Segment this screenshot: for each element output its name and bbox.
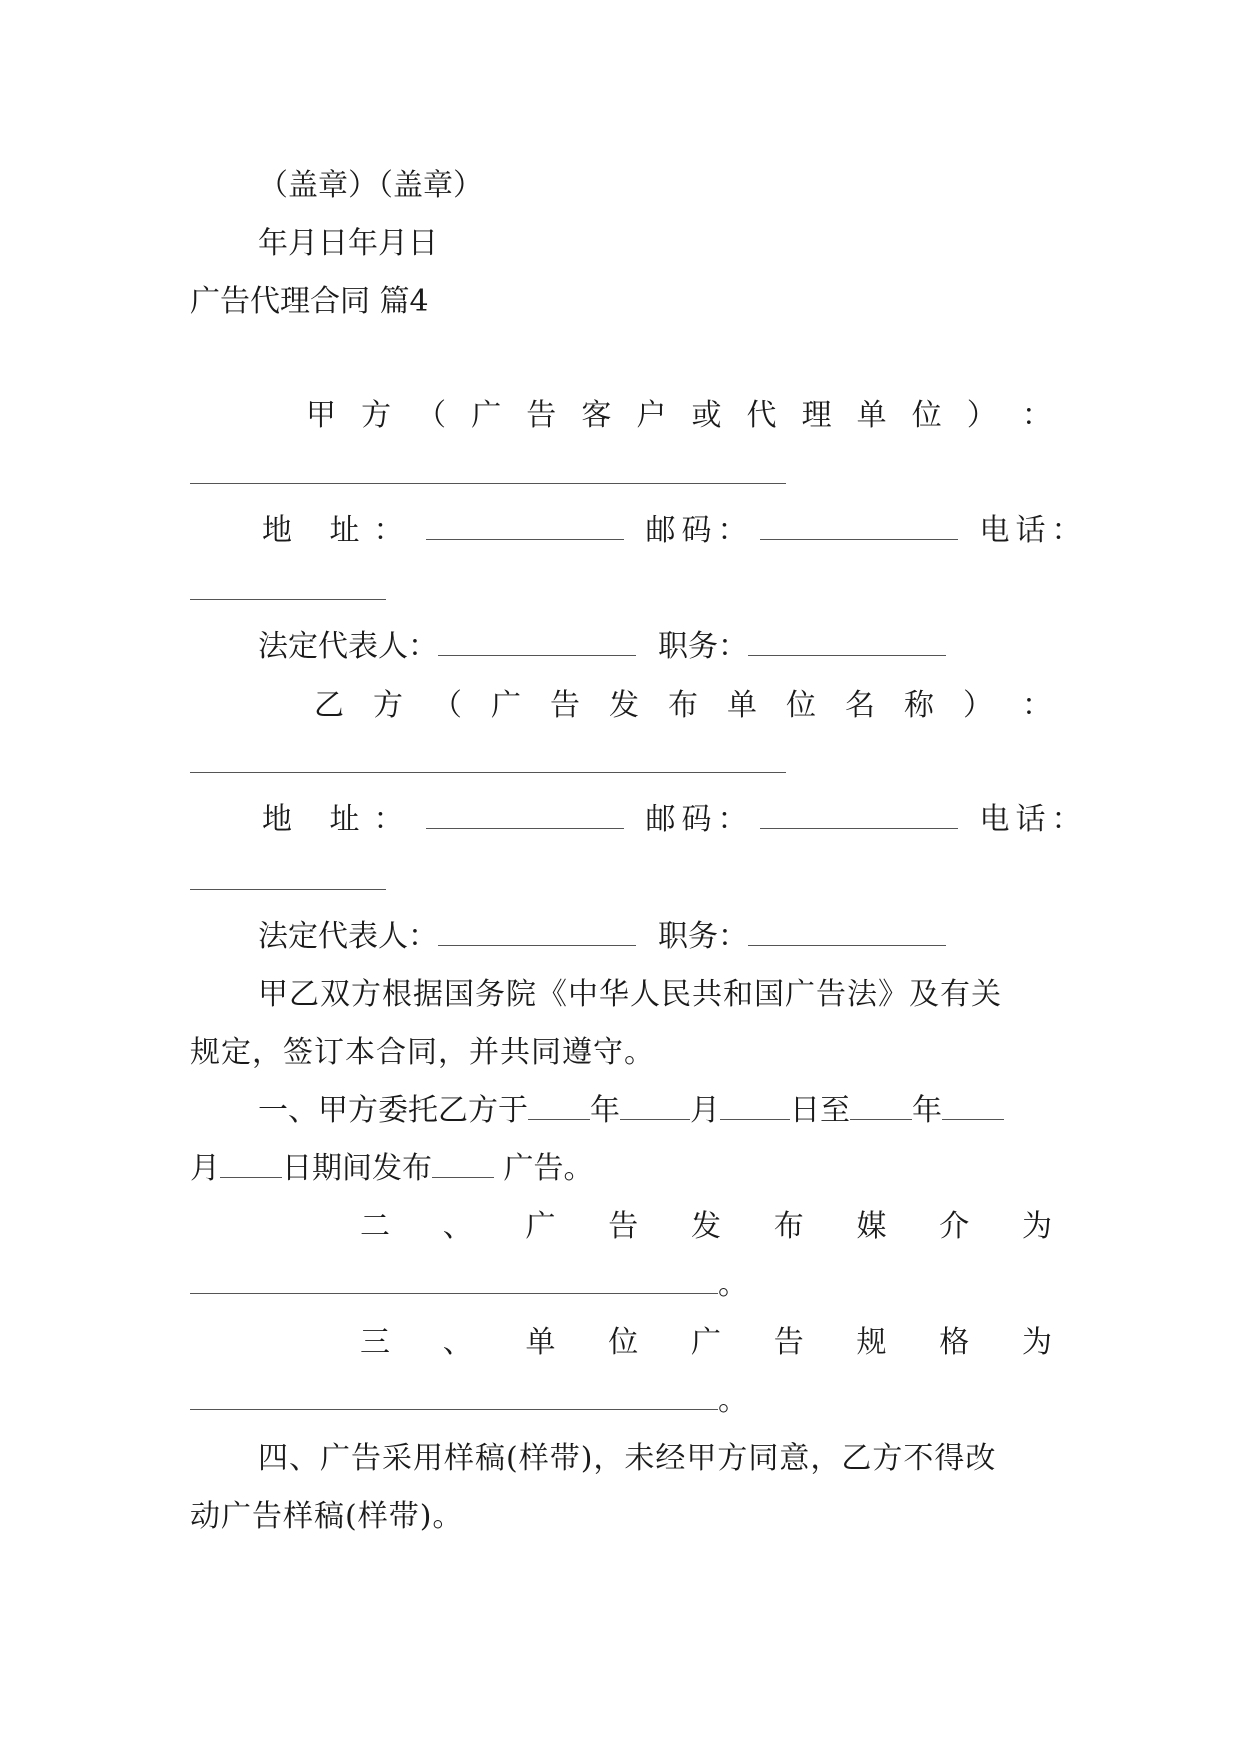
title-blank [748,629,946,656]
party-b-char: 布 [668,688,698,723]
clause-2-char: 、 [442,1209,473,1244]
party-b-char: 乙 [314,688,344,723]
clause-1-text: 年 [912,1093,942,1128]
party-a-heading [306,396,1052,436]
party-b-char: 称 [904,688,934,723]
clause-1-text: 年 [590,1093,620,1128]
clause-3-char: 三 [360,1325,390,1360]
party-a-char: 甲 [306,398,336,433]
address-blank [426,802,624,829]
month-blank [942,1093,1004,1120]
seal-line: （盖章）（盖章） [258,168,483,203]
postcode-blank [760,513,958,540]
rep-blank [438,919,636,946]
title-label: 职务： [658,919,748,954]
address-label: 地 址： [262,802,418,837]
title-label: 职务： [658,629,748,664]
party-b-char: （ [432,688,462,723]
party-b-phone-blank [190,889,386,890]
clause-1-text: 月 [190,1151,220,1186]
phone-label: 电话： [979,802,1088,837]
party-a-name-blank [190,483,786,484]
clause-2-char: 布 [773,1209,804,1244]
clause-1-text: 日期间发布 [282,1151,432,1186]
party-a-char: （ [416,398,447,433]
clause-1-line-2 [190,1149,1052,1189]
party-a-char: ： [1021,398,1052,433]
clause-2-char: 为 [1022,1209,1052,1244]
phone-label: 电话： [979,513,1088,548]
party-a-char: 户 [636,398,667,433]
clause-3-blank-line [190,1381,1052,1421]
party-b-char: 发 [609,688,639,723]
clause-2-char: 二 [360,1209,390,1244]
clause-2-heading [360,1207,1052,1247]
basis-line-2: 规定，签订本合同，并共同遵守。 [190,1035,655,1070]
clause-1-text: 广告。 [494,1151,594,1186]
year-blank [528,1093,590,1120]
clause-3-heading [360,1323,1052,1363]
party-a-char: 单 [856,398,887,433]
clause-1-text: 日至 [790,1093,850,1128]
party-b-rep-line [258,917,1052,957]
party-b-char: 告 [550,688,580,723]
party-a-char: 方 [361,398,392,433]
postcode-label: 邮码： [645,513,754,548]
party-a-phone-blank [190,599,386,600]
address-blank [426,513,624,540]
clause-3-char: 告 [773,1325,804,1360]
clause-3-char: 格 [939,1325,970,1360]
party-b-char: 位 [786,688,816,723]
party-b-char: 单 [727,688,757,723]
party-b-char: 方 [373,688,403,723]
party-a-char: 广 [471,398,502,433]
rep-blank [438,629,636,656]
party-a-rep-line [258,627,1052,667]
basis-line-1: 甲乙双方根据国务院《中华人民共和国广告法》及有关 [258,977,1002,1012]
clause-1-text: 一、甲方委托乙方于 [258,1093,528,1128]
party-a-char: 告 [526,398,557,433]
postcode-blank [760,802,958,829]
party-b-name-blank [190,772,786,773]
period: 。 [718,1267,748,1302]
party-b-char: ） [963,688,993,723]
party-a-char: 位 [911,398,942,433]
rep-label: 法定代表人： [258,629,438,664]
party-b-contact-line [262,800,1088,840]
clause-2-char: 介 [939,1209,970,1244]
clause-1-line-1 [258,1091,1052,1131]
party-a-char: 理 [801,398,832,433]
section-title: 广告代理合同 篇4 [190,284,429,319]
party-b-heading [314,686,1052,726]
clause-3-char: 广 [691,1325,721,1360]
party-a-char: 或 [691,398,722,433]
clause-2-char: 发 [691,1209,721,1244]
clause-2-char: 媒 [856,1209,887,1244]
month-blank [620,1093,690,1120]
clause-3-char: 、 [442,1325,473,1360]
date-line: 年月日年月日 [258,226,438,261]
day-blank [720,1093,790,1120]
clause-2-blank-line [190,1265,1052,1305]
spec-blank [190,1383,718,1410]
rep-label: 法定代表人： [258,919,438,954]
clause-2-char: 广 [525,1209,556,1244]
clause-4-line-1: 四、广告采用样稿(样带)，未经甲方同意，乙方不得改 [258,1441,997,1476]
media-blank [190,1267,718,1294]
party-a-char: 客 [581,398,612,433]
clause-3-char: 单 [525,1325,556,1360]
day-blank [220,1151,282,1178]
party-a-contact-line [262,511,1088,551]
postcode-label: 邮码： [645,802,754,837]
clause-2-char: 告 [608,1209,639,1244]
party-b-char: ： [1022,688,1052,723]
clause-3-char: 为 [1022,1325,1052,1360]
party-b-char: 名 [845,688,875,723]
party-b-char: 广 [491,688,521,723]
ad-name-blank [432,1151,494,1178]
clause-3-char: 位 [608,1325,639,1360]
address-label: 地 址： [262,513,418,548]
title-blank [748,919,946,946]
party-a-char: ） [966,398,997,433]
party-a-char: 代 [746,398,777,433]
year-blank [850,1093,912,1120]
period: 。 [718,1383,748,1418]
clause-4-line-2: 动广告样稿(样带)。 [190,1499,464,1534]
clause-1-text: 月 [690,1093,720,1128]
clause-3-char: 规 [856,1325,887,1360]
